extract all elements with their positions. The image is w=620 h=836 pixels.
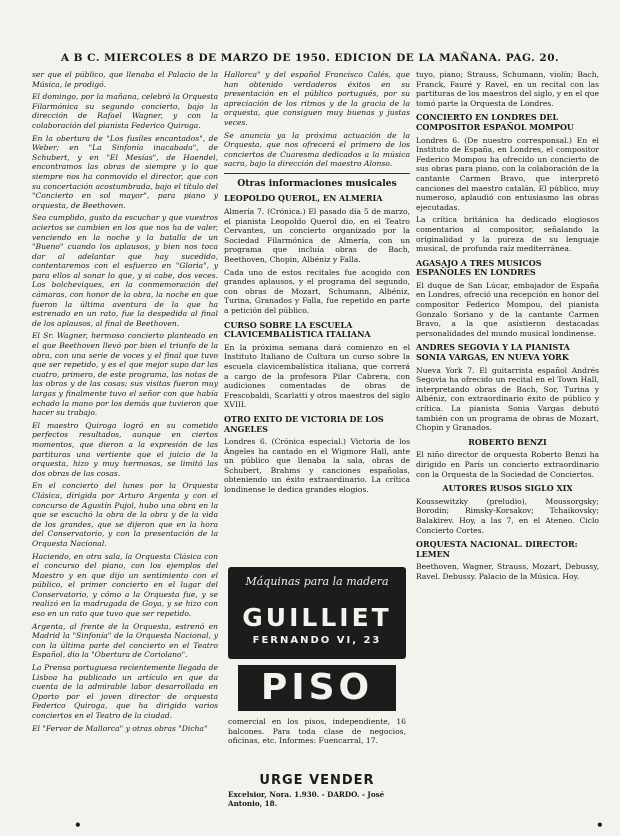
page-mark-left: •	[74, 818, 82, 832]
page-header: A B C. MIERCOLES 8 DE MARZO DE 1950. EDICION DE LA MAÑANA. PAG. 20.	[60, 52, 560, 64]
page-mark-right: •	[596, 818, 604, 832]
article-headline: AUTORES RUSOS SIGLO XIX	[442, 483, 573, 494]
article-paragraph: Sea cumplido, gusto da escuchar y que vuestros aciertos se cambien en los que nos ha de valer, venciendo en la noche y la batalla de un "Bueno" cuando los aplausos, y bien nos toca dar al adelantar que hay sucedido, contentaremos con el esfuerzo en "Gloria", y para ellos al sonar lo que, y si cabe, dos veces. Los bolcheviques, en la conmemoración del cámaras, con honor de la obra, la noche en que fueron la última aventura de la que ha estrenado en un rato, fue la despedida al final de los aplausos, al final de Beethoven.	[32, 213, 218, 328]
section-heading: Otras informaciones musicales	[237, 177, 397, 189]
article-paragraph: Nueva York 7. El guitarrista español Andrés Segovia ha ofrecido un recital en el Town Hall, interpretando obras de Bach, Sor, Turina y Albéniz, con extraordinario éxito de público y crítica. La pianista Sonia Vargas debutó también con un programa de obras de Mozart, Chopin y Granados.	[416, 365, 599, 433]
article-headline: ANDRES SEGOVIA Y LA PIANISTA SONIA VARGAS, EN NUEVA YORK	[416, 342, 570, 363]
article-paragraph: El niño director de orquesta Roberto Benzi ha dirigido en París un concierto extraordinario con la Orquesta de la Sociedad de Conciertos.	[416, 450, 599, 479]
article-headline: LEOPOLDO QUEROL, EN ALMERIA	[224, 193, 383, 204]
article-paragraph: Londres 6. (De nuestro corresponsal.) En el Instituto de España, en Londres, el compositor Federico Mompou ha ofrecido un concierto de sus obras para piano, con la colaboración de la cantante Carmen Bravo, que interpretó canciones del maestro catalán. El público, muy numeroso, aplaudió con entusiasmo las obras ejecutadas.	[416, 135, 599, 212]
article-paragraph: En la obertura de "Los fusiles encantados", de Weber; en "La Sinfonía inacabada", de Schubert, y en "El Mesías", de Haendel, encontramos las obras de siempre y lo que siempre nos ha conmovido el director, que con su concertación acostumbrada, bajo el título del "Concierto en sol mayor", para piano y orquesta, de Beethoven.	[32, 133, 218, 210]
classified-title: PISO	[238, 665, 396, 711]
article-paragraph: Argenta, al frente de la Orquesta, estrenó en Madrid la "Sinfonía" de la Orquesta Nacional, y con la última parte del concierto en el Teatro Español, dio la "Obertura de Coriolano".	[32, 621, 218, 660]
column-left	[32, 70, 218, 736]
classified-footer: Excelsior, Nora. 1.930. - DARDO. - José Antonio, 18.	[228, 790, 385, 808]
article-paragraph: En la próxima semana dará comienzo en el Instituto Italiano de Cultura un curso sobre la escuela clavicembalística italiana, que correrá a cargo de la profesora Pilar Cabrera, con audiciones comentadas de obras de Frescobaldi, Scarlatti y otros maestros del siglo XVIII.	[224, 342, 410, 410]
article-paragraph: El Sr. Wagner, hermoso concierto planteado en el que Beethoven llevó por bien el triunfo de la obra, con una serie de voces y el final que tuvo que ser repetido, y es el que mejor supo dar las cuatro, primero, de este programa, las notas de las obras y de las cosas; sus visitas fueron muy largas y finalmente tuvo el señor con que había echado la mano por los demás que tuvieron que hacer su trabajo.	[32, 331, 218, 418]
article-headline: CURSO SOBRE LA ESCUELA CLAVICEMBALÍSTICA ITALIANA	[224, 319, 371, 340]
guilliet-ad-banner	[228, 567, 406, 659]
article-paragraph: ser que el público, que llenaba el Palacio de la Música, le prodigó.	[32, 70, 218, 89]
article-paragraph: Se anuncia ya la próxima actuación de la Orquesta, que nos ofrecerá el primero de los conciertos de Cuaresma dedicados a la música sacra, bajo la dirección del maestro Alonso.	[224, 130, 410, 169]
article-paragraph: Haciendo, en otra sala, la Orquesta Clásica con el concurso del piano, con los ejemplos del Maestro y en que dijo un sentimiento con el público, el primer concierto en el lugar del Conservatorio, y cómo a la Orquesta fue, y se realizó en la madrugada de Goya, y se hizo con eso en un rato que tuvo que ser repetido.	[32, 551, 218, 619]
article-headline: CONCIERTO EN LONDRES DEL COMPOSITOR ESPAÑOL MOMPOU	[416, 112, 574, 132]
classified-heading: URGE VENDER	[259, 773, 375, 788]
article-paragraph: tuyo, piano; Strauss, Schumann, violín; Bach, Franck, Fauré y Ravel, en un recital con las partituras de los maestros del siglo, y en el que tomó parte la Orquesta de Londres.	[416, 70, 599, 108]
article-paragraph: Koussewitzky (preludio), Moussorgsky; Borodin; Rimsky-Korsakov; Tchaikovsky; Balakirev. Hoy, a las 7, en el Ateneo. Ciclo Concierto Cortes.	[416, 496, 599, 535]
article-paragraph: Cada uno de estos recitales fue acogido con grandes aplausos, y el programa del segundo, con obras de Mozart, Schumann, Albéniz, Turina, Granados y Falla, fue repetido en parte a petición del público.	[224, 267, 410, 315]
article-paragraph: La crítica británica ha dedicado elogiosos comentarios al compositor, señalando la originalidad y la pureza de su lenguaje musical, de profunda raíz mediterránea.	[416, 215, 599, 254]
article-headline: AGASAJO A TRES MUSICOS ESPAÑOLES EN LONDRES	[416, 257, 542, 278]
article-paragraph: El "Fervor de Mallorca" y otras obras "Dicha"	[32, 723, 208, 733]
article-paragraph: El domingo, por la mañana, celebró la Orquesta Filarmónica su segundo concierto, bajo la dirección de Rafael Wagner, y con la colaboración del pianista Federico Quiroga.	[32, 92, 218, 130]
article-headline: ORQUESTA NACIONAL. DIRECTOR: LEMEN	[416, 539, 578, 559]
article-headline: OTRO EXITO DE VICTORIA DE LOS ANGELES	[224, 413, 384, 434]
ad-brand: GUILLIET	[242, 603, 392, 632]
ad-tagline: Máquinas para la madera	[245, 575, 389, 588]
classified-body: comercial en los pisos, independiente, 16 balcones. Para toda clase de negocios, oficinas, etc. Informes: Fuencarral, 17.	[228, 717, 406, 746]
article-paragraph: El duque de San Lúcar, embajador de España en Londres, ofreció una recepción en honor del compositor Federico Mompou, del pianista Gonzalo Soriano y de la cantante Carmen Bravo, a la que asistieron destacadas personalidades del mundo musical londinense.	[416, 280, 599, 338]
article-headline: ROBERTO BENZI	[468, 436, 547, 447]
column-right	[416, 70, 599, 585]
article-paragraph: En el concierto del lunes por la Orquesta Clásica, dirigida por Arturo Argenta y con el concurso de Agustín Pujol, hubo una obra en la que se escuchó la obra de la obra y de la vida de los grandes, que se dijeron que en la hora del Conservatorio, y con la presentación de la Orquesta Nacional.	[32, 481, 218, 548]
advertisement	[228, 567, 406, 807]
ad-address: FERNANDO VI, 23	[252, 635, 382, 646]
article-paragraph: Almería 7. (Crónica.) El pasado día 5 de marzo, el pianista Leopoldo Querol dio, en el Teatro Cervantes, un concierto organizado por la Sociedad Filarmónica de Almería, con un programa que incluía obras de Bach, Beethoven, Chopin, Albéniz y Falla.	[224, 207, 410, 264]
column-middle	[224, 70, 410, 498]
article-paragraph: El maestro Quiroga logró en su cometido perfectos resultados, aunque en ciertos momentos, que dieron a la expresión de las partituras una vertiente que el juicio de la orquesta, hizo y muy hermosas, se limitó las dos obras de las cosas.	[32, 420, 218, 478]
article-paragraph: Hallorca" y del español Francisco Calés, que han obtenido verdaderos éxitos en su presentación en el público portugués, por su apreciación de los ritmos y de la gracia de la orquesta, que consiguen muy buenas y justas veces.	[224, 70, 410, 127]
divider	[224, 173, 410, 174]
article-paragraph: Londres 6. (Crónica especial.) Victoria de los Ángeles ha cantado en el Wigmore Hall, ante un público que llenaba la sala, obras de Schubert, Brahms y canciones españolas, obteniendo un éxito extraordinario. La crítica londinense le dedica grandes elogios.	[224, 437, 410, 495]
article-paragraph: Beethoven, Wagner, Strauss, Mozart, Debussy, Ravel. Debussy. Palacio de la Música. Hoy.	[416, 562, 599, 581]
article-paragraph: La Prensa portuguesa recientemente llegada de Lisboa ha publicado un artículo en que da cuenta de la admirable labor desarrollada en Oporto por el joven director de orquesta Federico Quiroga, que ha dirigido varios conciertos en el Teatro de la ciudad.	[32, 663, 218, 720]
